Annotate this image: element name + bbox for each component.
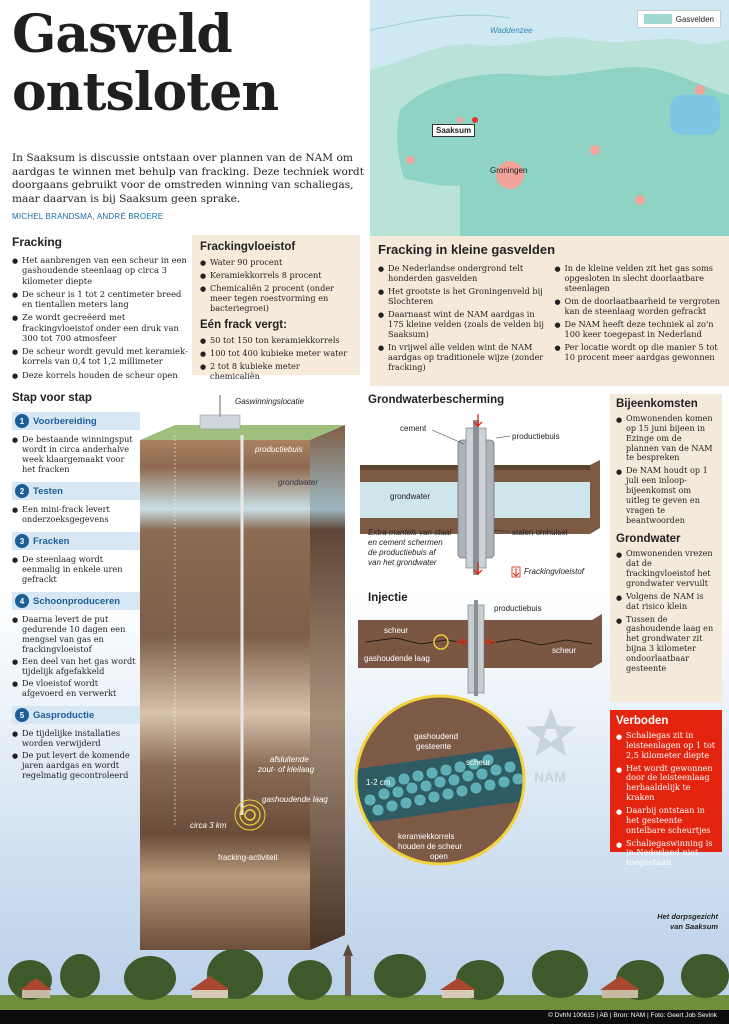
small-gasfields-box — [370, 236, 729, 386]
small-gasfields-item: ● In vrijwel alle velden wint de NAM aardgas op traditionele wijze (zonder fracking) — [378, 342, 545, 372]
step-title: Testen — [33, 485, 63, 497]
forbidden-box — [610, 710, 722, 868]
fracking-activity-label: fracking-activiteit — [218, 853, 278, 862]
step-item: ● Een deel van het gas wordt tijdelijk afgefakkeld — [12, 656, 140, 676]
crack-zoom-detail — [350, 690, 530, 870]
zoom-grains-label-1: keramiekkorrels — [398, 832, 455, 841]
zoom-rock-label-2: gesteente — [416, 742, 452, 751]
headline-line-2: ontsloten — [12, 62, 279, 123]
groundwater-item: ● Volgens de NAM is dat risico klein — [616, 592, 716, 612]
step-item: ● De put levert de komende jaren aardgas en wordt regelmatig gecontroleerd — [12, 750, 140, 780]
step-item: ● Een mini-frack levert onderzoeksgegevens — [12, 504, 140, 524]
fracking-item: ● De scheur is 1 tot 2 centimeter breed en tientallen meters lang — [12, 289, 190, 310]
soil-column-illustration — [120, 395, 365, 955]
photo-caption — [600, 912, 718, 932]
fluid-item: ● Chemicaliën 2 procent (onder meer tegen roestvorming en bacteriegroei) — [200, 283, 352, 313]
small-gasfields-col-2 — [555, 263, 722, 375]
fracking-title: Fracking — [12, 235, 63, 249]
credit-bar: © DvhN 100615 | AB | Bron: NAM | Foto: Geert Job Sevink — [0, 1010, 729, 1024]
groundwater-title: Grondwater — [616, 533, 681, 546]
groundwater-protection-diagram — [360, 410, 606, 582]
nam-logo — [516, 705, 586, 795]
forbidden-title: Verboden — [616, 715, 669, 727]
zoom-width-label: 1-2 cm — [366, 778, 391, 787]
step-number: 3 — [15, 534, 29, 548]
step-number: 4 — [15, 594, 29, 608]
nam-logo-text: NAM — [534, 769, 566, 785]
injection-diagram — [356, 600, 606, 700]
fracking-item: ● Deze korrels houden de scheur open — [12, 370, 190, 380]
fluid-title: Frackingvloeistof — [200, 241, 296, 253]
step-2 — [12, 482, 140, 524]
headline — [12, 6, 362, 122]
small-gasfields-item: ● Per locatie wordt op die manier 5 tot 10 procent meer aardgas gewonnen — [555, 342, 722, 362]
gw-pipe-label: productiebuis — [512, 432, 560, 441]
fracking-item: ● Ze wordt gecreëerd met frackingvloeistof onder een druk van 300 tot 700 atmosfeer — [12, 312, 190, 343]
legend-swatch — [644, 14, 672, 24]
fluid-item: ● Keramiekkorrels 8 procent — [200, 270, 352, 280]
headline-line-1: Gasveld — [12, 4, 232, 65]
map-graphic — [370, 0, 729, 236]
step-item: ● Daarna levert de put gedurende 10 dagen een mengsel van gas en frackingvloeistof — [12, 614, 140, 654]
meetings-item: ● De NAM houdt op 1 juli een inloopbijeenkomst om uitleg te geven en vragen te beantwoorden — [616, 466, 716, 525]
town-label-saaksum: Saaksum — [432, 124, 475, 137]
frack-needs-item: ● 50 tot 150 ton keramiekkorrels — [200, 335, 352, 345]
step-item: ● De steenlaag wordt eenmalig in enkele uren gefrackt — [12, 554, 140, 584]
fluid-item: ● Water 90 procent — [200, 257, 352, 267]
frack-needs-item: ● 100 tot 400 kubieke meter water — [200, 348, 352, 358]
village-graphic — [0, 940, 729, 1010]
fracking-fluid-box — [192, 235, 360, 381]
crack-label-right: scheur — [552, 646, 577, 655]
step-number: 1 — [15, 414, 29, 428]
map-legend — [637, 10, 721, 28]
small-gasfields-item: ● In de kleine velden zit het gas soms opgesloten in slecht doorlaatbare steenlagen — [555, 263, 722, 293]
small-gasfields-col-1 — [378, 263, 545, 375]
sea-label: Waddenzee — [490, 26, 533, 35]
gw-note-line-1: Extra mantels van staal — [368, 528, 452, 537]
forbidden-item: ● Het wordt gewonnen door de leisteenlaag herhaaldelijk te kraken — [616, 764, 716, 803]
byline: MICHEL BRANDSMA, ANDRÉ BROERE — [12, 212, 164, 221]
step-1 — [12, 412, 140, 474]
caption-line-1: Het dorpsgezicht — [657, 912, 718, 921]
legend-label: Gasvelden — [675, 14, 714, 24]
zoom-crack-label: scheur — [466, 758, 491, 767]
seal-layer-label-1: afsluitende — [270, 755, 309, 764]
meetings-box — [610, 394, 722, 702]
production-pipe-label: productiebuis — [255, 445, 303, 454]
soil-graphic — [120, 395, 365, 955]
step-number: 2 — [15, 484, 29, 498]
groundwater-protection-title: Grondwaterbescherming — [368, 394, 505, 406]
small-gasfields-item: ● Om de doorlaatbaarheid te vergroten kan de steenlaag worden gefrackt — [555, 296, 722, 316]
small-gasfields-item: ● Daarnaast wint de NAM aardgas in 175 kleine velden (zoals de velden bij Saaksum) — [378, 309, 545, 339]
town-label-groningen: Groningen — [490, 166, 528, 175]
gw-water-label: grondwater — [390, 492, 431, 501]
frack-needs-item: ● 2 tot 8 kubieke meter chemicaliën — [200, 361, 352, 381]
nam-logo-icon — [516, 705, 586, 767]
fracking-fluid-legend: Frackingvloeistof — [524, 567, 585, 576]
step-item: ● De tijdelijke installaties worden verwijderd — [12, 728, 140, 748]
meetings-item: ● Omwonenden komen op 15 juni bijeen in Ezinge om de plannen van de NAM te bespreken — [616, 414, 716, 463]
cement-label: cement — [400, 424, 427, 433]
gw-note-line-3: de productiebuis af — [368, 548, 436, 557]
step-number: 5 — [15, 708, 29, 722]
depth-label: circa 3 km — [190, 821, 227, 830]
small-gasfields-title: Fracking in kleine gasvelden — [378, 242, 556, 257]
gas-layer-label: gashoudende laag — [262, 795, 328, 804]
gw-note-line-2: en cement schermen — [368, 538, 443, 547]
frack-needs-title: Eén frack vergt: — [200, 319, 287, 331]
gasfield-map — [370, 0, 729, 236]
caption-line-2: van Saaksum — [670, 922, 718, 931]
small-gasfields-item: ● Het grootste is het Groningenveld bij Slochteren — [378, 286, 545, 306]
seal-layer-label-2: zout- of kleilaag — [258, 765, 315, 774]
fracking-item: ● Het aanbrengen van een scheur in een gashoudende steenlaag op circa 3 kilometer diepte — [12, 255, 190, 286]
meetings-title: Bijeenkomsten — [616, 398, 698, 410]
injection-title: Injectie — [368, 592, 408, 604]
fracking-section — [12, 235, 190, 383]
forbidden-item: ● Schaliegas zit in leisteenlagen op 1 tot 2,5 kilometer diepte — [616, 731, 716, 761]
gas-layer-inj-label: gashoudende laag — [364, 654, 430, 663]
crack-label-left: scheur — [384, 626, 409, 635]
steps-section — [12, 392, 140, 788]
step-title: Voorbereiding — [33, 415, 97, 427]
forbidden-item: ● Daarbij ontstaan in het gesteente ontelbare scheurtjes — [616, 806, 716, 836]
forbidden-item: ● Schaliegaswinning is in Nederland niet toegestaan — [616, 839, 716, 869]
zoom-grains-label-2: houden de scheur — [398, 842, 463, 851]
location-label: Gaswinningslocatie — [235, 397, 304, 406]
fracking-item: ● De scheur wordt gevuld met keramiekkorrels van 0,4 tot 1,2 millimeter — [12, 346, 190, 367]
steel-casing-label: stalen omhulsel — [512, 528, 568, 537]
groundwater-item: ● Omwonenden vrezen dat de frackingvloeistof het grondwater vervuilt — [616, 549, 716, 588]
groundwater-item: ● Tussen de gashoudende laag en het grondwater zit bijna 3 kilometer ondoorlaatbaar gesteente — [616, 615, 716, 674]
inj-pipe-label: productiebuis — [494, 604, 542, 613]
step-title: Fracken — [33, 535, 70, 547]
village-photo-strip — [0, 940, 729, 1010]
step-3 — [12, 532, 140, 584]
step-item: ● De vloeistof wordt afgevoerd en verwerkt — [12, 678, 140, 698]
zoom-rock-label-1: gashoudend — [414, 732, 459, 741]
steps-title: Stap voor stap — [12, 392, 92, 404]
zoom-grains-label-3: open — [430, 852, 448, 861]
step-4 — [12, 592, 140, 698]
small-gasfields-item: ● De Nederlandse ondergrond telt honderden gasvelden — [378, 263, 545, 283]
step-5 — [12, 706, 140, 780]
step-item: ● De bestaande winningsput wordt in circa anderhalve week klaargemaakt voor het fracken — [12, 434, 140, 474]
intro-text: In Saaksum is discussie ontstaan over plannen van de NAM om aardgas te winnen met behulp van fracking. Deze techniek wordt doorgaans gebruikt voor de omstreden winning van schaliegas, maar daarvan is bij Saaksum geen sprake. — [12, 152, 364, 205]
step-title: Gasproductie — [33, 709, 95, 721]
step-title: Schoonproduceren — [33, 595, 121, 607]
small-gasfields-item: ● De NAM heeft deze techniek al zo'n 100 keer toegepast in Nederland — [555, 319, 722, 339]
groundwater-label: grondwater — [278, 478, 319, 487]
gw-note-line-4: van het grondwater — [368, 558, 437, 567]
